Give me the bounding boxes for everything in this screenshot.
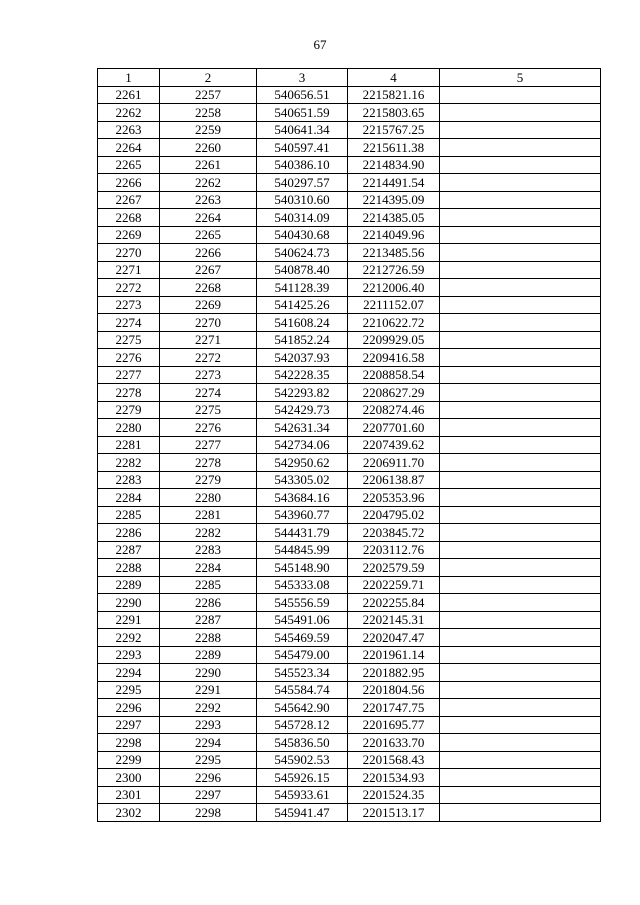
note-cell [440,769,601,787]
point-number-cell: 2286 [160,594,257,612]
note-cell [440,629,601,647]
point-number-cell: 2271 [160,331,257,349]
note-cell [440,436,601,454]
row-number-cell: 2270 [98,244,160,262]
point-number-cell: 2296 [160,769,257,787]
point-number-cell: 2263 [160,191,257,209]
row-number-cell: 2281 [98,436,160,454]
table-row [98,419,601,437]
point-number-cell: 2261 [160,156,257,174]
x-coordinate-cell: 545523.34 [257,664,348,682]
note-cell [440,121,601,139]
table-row [98,261,601,279]
x-coordinate-cell: 542734.06 [257,436,348,454]
row-number-cell: 2288 [98,559,160,577]
y-coordinate-cell: 2201747.75 [348,699,440,717]
note-cell [440,191,601,209]
table-row [98,804,601,822]
x-coordinate-cell: 540656.51 [257,86,348,104]
table-row [98,139,601,157]
note-cell [440,226,601,244]
x-coordinate-cell: 545902.53 [257,751,348,769]
x-coordinate-cell: 545933.61 [257,786,348,804]
x-coordinate-cell: 545556.59 [257,594,348,612]
table-row [98,594,601,612]
row-number-cell: 2292 [98,629,160,647]
note-cell [440,699,601,717]
table-row [98,174,601,192]
note-cell [440,454,601,472]
table-row [98,716,601,734]
table-row [98,576,601,594]
row-number-cell: 2290 [98,594,160,612]
page-number: 67 [313,37,327,52]
row-number-cell: 2269 [98,226,160,244]
row-number-cell: 2275 [98,331,160,349]
point-number-cell: 2291 [160,681,257,699]
point-number-cell: 2275 [160,401,257,419]
column-header-3: 3 [257,69,348,87]
y-coordinate-cell: 2214491.54 [348,174,440,192]
note-cell [440,559,601,577]
x-coordinate-cell: 542228.35 [257,366,348,384]
note-cell [440,174,601,192]
x-coordinate-cell: 540878.40 [257,261,348,279]
note-cell [440,279,601,297]
table-row [98,506,601,524]
table-header [98,69,601,87]
x-coordinate-cell: 543305.02 [257,471,348,489]
note-cell [440,331,601,349]
x-coordinate-cell: 545642.90 [257,699,348,717]
table-row [98,191,601,209]
table-row [98,226,601,244]
point-number-cell: 2282 [160,524,257,542]
x-coordinate-cell: 541608.24 [257,314,348,332]
note-cell [440,86,601,104]
y-coordinate-cell: 2201534.93 [348,769,440,787]
y-coordinate-cell: 2214395.09 [348,191,440,209]
y-coordinate-cell: 2202255.84 [348,594,440,612]
note-cell [440,489,601,507]
x-coordinate-cell: 540597.41 [257,139,348,157]
x-coordinate-cell: 545491.06 [257,611,348,629]
y-coordinate-cell: 2201804.56 [348,681,440,699]
table-row [98,331,601,349]
note-cell [440,471,601,489]
table-row [98,524,601,542]
x-coordinate-cell: 545333.08 [257,576,348,594]
point-number-cell: 2289 [160,646,257,664]
note-cell [440,576,601,594]
row-number-cell: 2263 [98,121,160,139]
y-coordinate-cell: 2210622.72 [348,314,440,332]
x-coordinate-cell: 545728.12 [257,716,348,734]
table-row [98,366,601,384]
note-cell [440,209,601,227]
y-coordinate-cell: 2208274.46 [348,401,440,419]
y-coordinate-cell: 2201568.43 [348,751,440,769]
table-row [98,664,601,682]
row-number-cell: 2300 [98,769,160,787]
y-coordinate-cell: 2211152.07 [348,296,440,314]
x-coordinate-cell: 540651.59 [257,104,348,122]
y-coordinate-cell: 2208858.54 [348,366,440,384]
note-cell [440,611,601,629]
table-row [98,104,601,122]
note-cell [440,786,601,804]
x-coordinate-cell: 542631.34 [257,419,348,437]
table-row [98,751,601,769]
table-row [98,786,601,804]
table-row [98,401,601,419]
point-number-cell: 2270 [160,314,257,332]
x-coordinate-cell: 540624.73 [257,244,348,262]
y-coordinate-cell: 2215611.38 [348,139,440,157]
point-number-cell: 2259 [160,121,257,139]
note-cell [440,506,601,524]
x-coordinate-cell: 542293.82 [257,384,348,402]
y-coordinate-cell: 2212726.59 [348,261,440,279]
note-cell [440,524,601,542]
table-row [98,611,601,629]
y-coordinate-cell: 2204795.02 [348,506,440,524]
point-number-cell: 2264 [160,209,257,227]
point-number-cell: 2278 [160,454,257,472]
x-coordinate-cell: 545469.59 [257,629,348,647]
row-number-cell: 2287 [98,541,160,559]
point-number-cell: 2288 [160,629,257,647]
table-row [98,436,601,454]
table-body [98,86,601,821]
note-cell [440,681,601,699]
y-coordinate-cell: 2206138.87 [348,471,440,489]
note-cell [440,401,601,419]
x-coordinate-cell: 545148.90 [257,559,348,577]
x-coordinate-cell: 541425.26 [257,296,348,314]
table-row [98,86,601,104]
point-number-cell: 2292 [160,699,257,717]
point-number-cell: 2294 [160,734,257,752]
row-number-cell: 2302 [98,804,160,822]
note-cell [440,716,601,734]
row-number-cell: 2277 [98,366,160,384]
y-coordinate-cell: 2201882.95 [348,664,440,682]
point-number-cell: 2269 [160,296,257,314]
point-number-cell: 2276 [160,419,257,437]
row-number-cell: 2274 [98,314,160,332]
y-coordinate-cell: 2215821.16 [348,86,440,104]
point-number-cell: 2293 [160,716,257,734]
table-row [98,489,601,507]
x-coordinate-cell: 542429.73 [257,401,348,419]
y-coordinate-cell: 2214834.90 [348,156,440,174]
table-row [98,559,601,577]
row-number-cell: 2273 [98,296,160,314]
column-header-4: 4 [348,69,440,87]
row-number-cell: 2268 [98,209,160,227]
point-number-cell: 2298 [160,804,257,822]
note-cell [440,419,601,437]
table-row [98,209,601,227]
row-number-cell: 2295 [98,681,160,699]
row-number-cell: 2298 [98,734,160,752]
point-number-cell: 2257 [160,86,257,104]
table-row [98,156,601,174]
point-number-cell: 2283 [160,541,257,559]
y-coordinate-cell: 2208627.29 [348,384,440,402]
x-coordinate-cell: 545584.74 [257,681,348,699]
row-number-cell: 2299 [98,751,160,769]
row-number-cell: 2276 [98,349,160,367]
point-number-cell: 2260 [160,139,257,157]
y-coordinate-cell: 2202047.47 [348,629,440,647]
point-number-cell: 2285 [160,576,257,594]
x-coordinate-cell: 543960.77 [257,506,348,524]
x-coordinate-cell: 542950.62 [257,454,348,472]
row-number-cell: 2293 [98,646,160,664]
row-number-cell: 2261 [98,86,160,104]
table-row [98,629,601,647]
row-number-cell: 2285 [98,506,160,524]
column-header-2: 2 [160,69,257,87]
point-number-cell: 2274 [160,384,257,402]
x-coordinate-cell: 540430.68 [257,226,348,244]
table-row [98,121,601,139]
y-coordinate-cell: 2214385.05 [348,209,440,227]
point-number-cell: 2273 [160,366,257,384]
x-coordinate-cell: 545926.15 [257,769,348,787]
coordinates-table [97,68,601,822]
x-coordinate-cell: 540314.09 [257,209,348,227]
header-row [98,69,601,87]
y-coordinate-cell: 2215767.25 [348,121,440,139]
x-coordinate-cell: 542037.93 [257,349,348,367]
y-coordinate-cell: 2202145.31 [348,611,440,629]
row-number-cell: 2264 [98,139,160,157]
y-coordinate-cell: 2205353.96 [348,489,440,507]
x-coordinate-cell: 541852.24 [257,331,348,349]
y-coordinate-cell: 2203112.76 [348,541,440,559]
table-row [98,349,601,367]
table-row [98,384,601,402]
table-row [98,454,601,472]
table-row [98,734,601,752]
y-coordinate-cell: 2214049.96 [348,226,440,244]
y-coordinate-cell: 2212006.40 [348,279,440,297]
point-number-cell: 2272 [160,349,257,367]
y-coordinate-cell: 2209929.05 [348,331,440,349]
note-cell [440,296,601,314]
y-coordinate-cell: 2207439.62 [348,436,440,454]
table-row [98,314,601,332]
note-cell [440,104,601,122]
note-cell [440,664,601,682]
x-coordinate-cell: 545941.47 [257,804,348,822]
note-cell [440,349,601,367]
point-number-cell: 2290 [160,664,257,682]
note-cell [440,139,601,157]
note-cell [440,541,601,559]
note-cell [440,261,601,279]
point-number-cell: 2258 [160,104,257,122]
y-coordinate-cell: 2206911.70 [348,454,440,472]
row-number-cell: 2286 [98,524,160,542]
column-header-1: 1 [98,69,160,87]
row-number-cell: 2279 [98,401,160,419]
row-number-cell: 2280 [98,419,160,437]
point-number-cell: 2268 [160,279,257,297]
point-number-cell: 2297 [160,786,257,804]
x-coordinate-cell: 540641.34 [257,121,348,139]
point-number-cell: 2262 [160,174,257,192]
note-cell [440,314,601,332]
x-coordinate-cell: 541128.39 [257,279,348,297]
table-row [98,541,601,559]
y-coordinate-cell: 2215803.65 [348,104,440,122]
y-coordinate-cell: 2201524.35 [348,786,440,804]
point-number-cell: 2280 [160,489,257,507]
table-row [98,279,601,297]
x-coordinate-cell: 545836.50 [257,734,348,752]
point-number-cell: 2279 [160,471,257,489]
table-row [98,646,601,664]
table-row [98,681,601,699]
row-number-cell: 2278 [98,384,160,402]
row-number-cell: 2284 [98,489,160,507]
point-number-cell: 2267 [160,261,257,279]
row-number-cell: 2301 [98,786,160,804]
x-coordinate-cell: 540310.60 [257,191,348,209]
table-row [98,471,601,489]
note-cell [440,646,601,664]
row-number-cell: 2294 [98,664,160,682]
x-coordinate-cell: 540297.57 [257,174,348,192]
point-number-cell: 2295 [160,751,257,769]
x-coordinate-cell: 543684.16 [257,489,348,507]
y-coordinate-cell: 2202259.71 [348,576,440,594]
row-number-cell: 2289 [98,576,160,594]
point-number-cell: 2265 [160,226,257,244]
note-cell [440,366,601,384]
y-coordinate-cell: 2201961.14 [348,646,440,664]
table-row [98,296,601,314]
note-cell [440,384,601,402]
x-coordinate-cell: 544431.79 [257,524,348,542]
table-row [98,699,601,717]
row-number-cell: 2265 [98,156,160,174]
row-number-cell: 2271 [98,261,160,279]
row-number-cell: 2266 [98,174,160,192]
y-coordinate-cell: 2203845.72 [348,524,440,542]
row-number-cell: 2283 [98,471,160,489]
y-coordinate-cell: 2202579.59 [348,559,440,577]
table-row [98,769,601,787]
x-coordinate-cell: 540386.10 [257,156,348,174]
point-number-cell: 2281 [160,506,257,524]
note-cell [440,156,601,174]
note-cell [440,594,601,612]
row-number-cell: 2282 [98,454,160,472]
point-number-cell: 2284 [160,559,257,577]
y-coordinate-cell: 2209416.58 [348,349,440,367]
row-number-cell: 2296 [98,699,160,717]
x-coordinate-cell: 545479.00 [257,646,348,664]
note-cell [440,244,601,262]
y-coordinate-cell: 2213485.56 [348,244,440,262]
point-number-cell: 2277 [160,436,257,454]
note-cell [440,751,601,769]
y-coordinate-cell: 2207701.60 [348,419,440,437]
point-number-cell: 2287 [160,611,257,629]
row-number-cell: 2267 [98,191,160,209]
note-cell [440,734,601,752]
note-cell [440,804,601,822]
column-header-5: 5 [440,69,601,87]
point-number-cell: 2266 [160,244,257,262]
row-number-cell: 2291 [98,611,160,629]
row-number-cell: 2262 [98,104,160,122]
y-coordinate-cell: 2201695.77 [348,716,440,734]
x-coordinate-cell: 544845.99 [257,541,348,559]
row-number-cell: 2272 [98,279,160,297]
table-row [98,244,601,262]
y-coordinate-cell: 2201513.17 [348,804,440,822]
row-number-cell: 2297 [98,716,160,734]
y-coordinate-cell: 2201633.70 [348,734,440,752]
